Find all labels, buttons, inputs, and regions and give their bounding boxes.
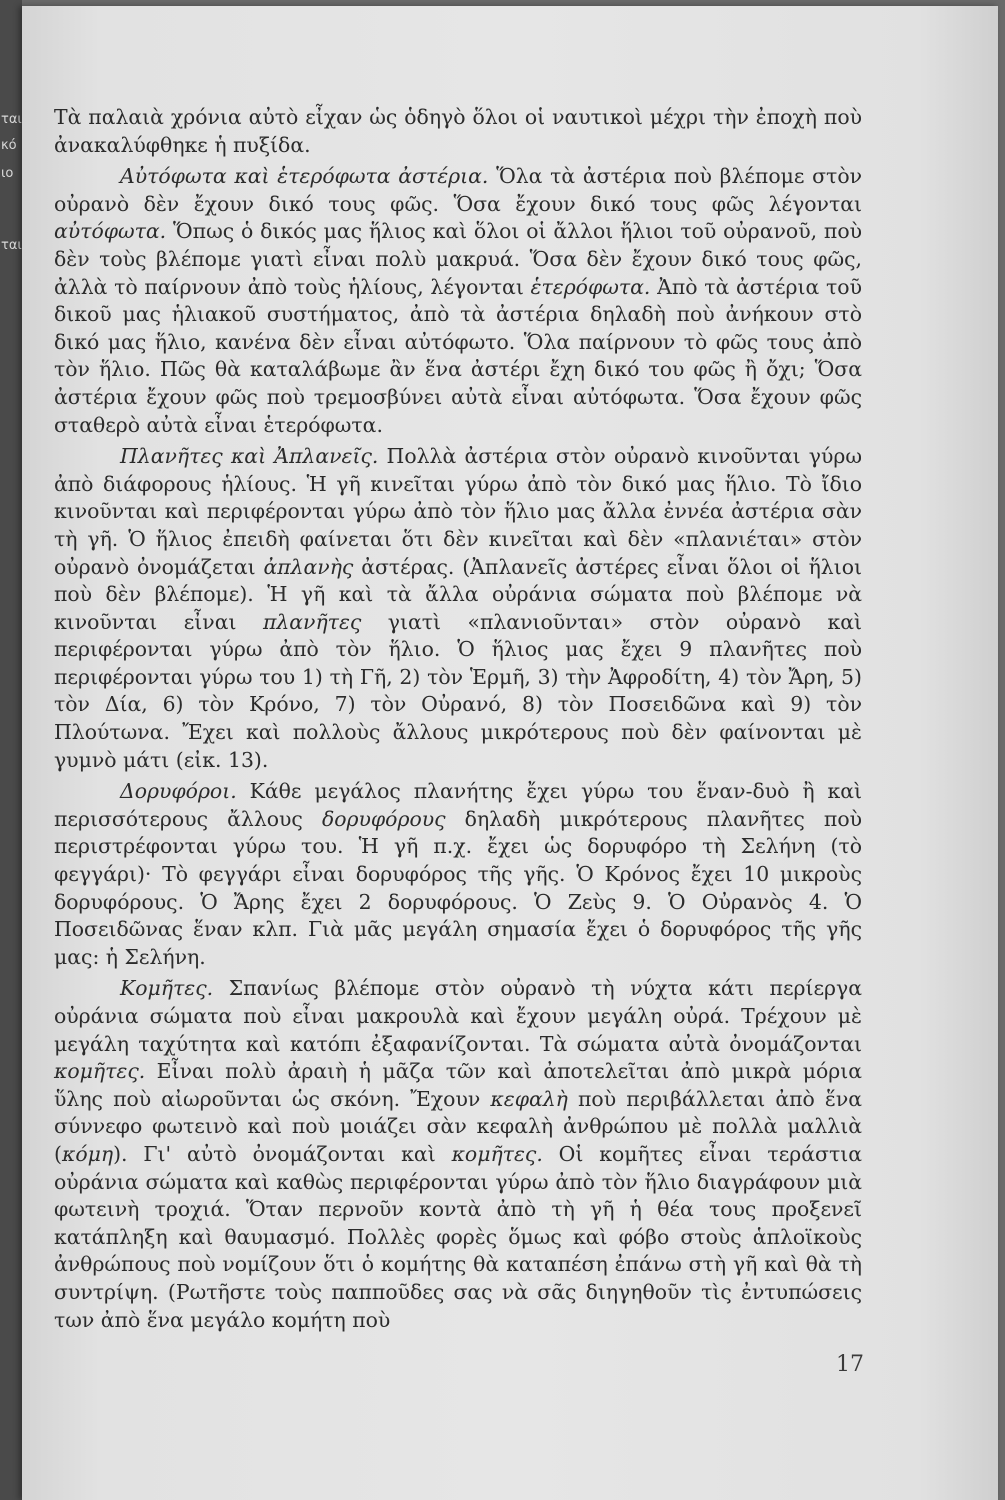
text-run: Κάθε μεγάλος πλανήτης ἔχει γύρω του ἕναν-δυὸ ἢ καὶ περισσότερους ἄλλους xyxy=(54,779,862,831)
italic-term: πλανῆτες xyxy=(262,609,362,634)
text-run: δηλαδὴ μικρότερους πλανῆτες ποὺ περιστρέφονται γύρω του. Ἡ γῆ π.χ. ἔχει ὡς δορυφόρο τὴ Σελήνη (τὸ φεγγάρι)· Τὸ φεγγάρι εἶναι δορυφόρος τῆς γῆς. Ὁ Κρόνος ἔχει 10 μικροὺς δορυφόρους. Ὁ Ἄρης ἔχει 2 δορυφόρους. Ὁ Ζεὺς 9. Ὁ Οὐρανὸς 4. Ὁ Ποσειδῶνας ἕναν κλπ. Γιὰ μᾶς μεγάλη σημασία ἔχει ὁ δορυφόρος τῆς γῆς μας: ἡ Σελήνη. xyxy=(54,806,862,969)
text-run: Οἱ κομῆτες εἶναι τεράστια οὐράνια σώματα καὶ καθὼς περιφέρονται γύρω ἀπὸ τὸν ἥλιο διαγράφουν μιὰ φωτεινὴ τροχιά. Ὅταν περνοῦν κοντὰ ἀπὸ τὴ γῆ ἡ θέα τους προξενεῖ κατάπληξη καὶ θαυμασμό. Πολλὲς φορὲς ὅμως καὶ φόβο στοὺς ἁπλοϊκοὺς ἀνθρώπους ποὺ νομίζουν ὅτι ὁ κομήτης θὰ καταπέση ἐπάνω στὴ γῆ καὶ θὰ τὴ συντρίψη. (Ρωτῆστε τοὺς παπποῦδες σας νὰ σᾶς διηγηθοῦν τὶς ἐντυπώσεις των ἀπὸ ἕνα μεγάλο κομήτη ποὺ xyxy=(54,1141,863,1332)
italic-term: δορυφόρους xyxy=(321,806,446,831)
paragraph xyxy=(54,163,862,439)
italic-term: ἀπλανὴς xyxy=(263,554,354,579)
page-number: 17 xyxy=(836,1352,864,1377)
paragraph xyxy=(54,975,862,1334)
text-run: Ὅπως ὁ δικός μας ἥλιος καὶ ὅλοι οἱ ἄλλοι ἥλιοι τοῦ οὐρανοῦ, ποὺ δὲν τοὺς βλέπομε γιατὶ εἶναι πολὺ μακρυά. Ὅσα δὲν ἔχουν δικό τους φῶς, ἀλλὰ τὸ παίρνουν ἀπὸ τοὺς ἡλίους, λέγονται xyxy=(54,219,862,299)
margin-fragment: ται xyxy=(1,238,22,253)
italic-term: κεφαλὴ xyxy=(490,1086,568,1111)
text-run: Εἶναι πολὺ ἀραιὴ ἡ μᾶζα τῶν καὶ ἀποτελεῖται ἀπὸ μικρὰ μόρια ὕλης ποὺ αἰωροῦνται ὡς σκόνη. Ἔχουν xyxy=(54,1059,862,1111)
italic-term: Δορυφόροι. xyxy=(120,779,237,804)
margin-fragment: ται xyxy=(1,112,22,127)
text-run: Τὰ παλαιὰ χρόνια αὐτὸ εἶχαν ὡς ὁδηγὸ ὅλοι οἱ ναυτικοὶ μέχρι τὴν ἐποχὴ ποὺ ἀνακαλύφθηκε ἡ πυξίδα. xyxy=(54,105,862,157)
text-run: ἀστέρας. (Ἀπλανεῖς ἀστέρες εἶναι ὅλοι οἱ ἥλιοι ποὺ δὲν βλέπομε). Ἡ γῆ καὶ τὰ ἄλλα οὐράνια σώματα ποὺ βλέπομε νὰ κινοῦνται εἶναι xyxy=(54,554,862,634)
text-run: Πολλὰ ἀστέρια στὸν οὐρανὸ κινοῦνται γύρω ἀπὸ διάφορους ἡλίους. Ἡ γῆ κινεῖται γύρω ἀπὸ τὸν δικό μας ἥλιο. Τὸ ἴδιο κινοῦνται καὶ περιφέρονται γύρω ἀπὸ τὸν ἥλιο μας ἄλλα ἐννέα ἀστέρια σὰν τὴ γῆ. Ὁ ἥλιος ἐπειδὴ φαίνεται ὅτι δὲν κινεῖται καὶ δὲν «πλανιέται» στὸν οὐρανὸ ὀνομάζεται xyxy=(54,444,862,579)
previous-page-edge xyxy=(0,0,22,1500)
italic-term: κόμη xyxy=(61,1141,114,1166)
italic-term: ἑτερόφωτα. xyxy=(530,274,651,299)
page-body-text xyxy=(54,104,862,1334)
italic-term: Πλανῆτες καὶ Ἀπλανεῖς. xyxy=(120,444,379,469)
text-run: Σπανίως βλέπομε στὸν οὐρανὸ τὴ νύχτα κάτι περίεργα οὐράνια σώματα ποὺ εἶναι μακρουλὰ καὶ ἔχουν μεγάλη οὐρά. Τρέχουν μὲ μεγάλη ταχύτητα καὶ κατόπι ἐξαφανίζονται. Τὰ σώματα αὐτὰ ὀνομάζονται xyxy=(54,976,862,1056)
text-run: Ὅλα τὰ ἀστέρια ποὺ βλέπομε στὸν οὐρανὸ δὲν ἔχουν δικό τους φῶς. Ὅσα ἔχουν δικό τους φῶς λέγονται xyxy=(54,164,862,216)
margin-fragment: ιο xyxy=(1,166,14,181)
text-run: ). Γι' αὐτὸ ὀνομάζονται καὶ xyxy=(113,1141,452,1166)
italic-term: Αὐτόφωτα καὶ ἑτερόφωτα ἀστέρια. xyxy=(120,164,489,189)
italic-term: κομῆτες. xyxy=(54,1059,146,1084)
text-run: ποὺ περιβάλλεται ἀπὸ ἕνα σύννεφο φωτεινὸ καὶ ποὺ μοιάζει σὰν κεφαλὴ ἀνθρώπου μὲ πολλὰ μαλλιὰ ( xyxy=(54,1086,862,1166)
paragraph xyxy=(54,104,862,159)
italic-term: Κομῆτες. xyxy=(120,976,214,1001)
margin-fragment: κό xyxy=(1,138,17,153)
italic-term: αὐτόφωτα. xyxy=(54,219,167,244)
italic-term: κομῆτες. xyxy=(451,1141,543,1166)
text-run: Ἀπὸ τὰ ἀστέρια τοῦ δικοῦ μας ἡλιακοῦ συστήματος, ἀπὸ τὰ ἀστέρια δηλαδὴ ποὺ ἀνήκουν στὸ δικό μας ἥλιο, κανένα δὲν εἶναι αὐτόφωτο. Ὅλα παίρνουν τὸ φῶς τους ἀπὸ τὸν ἥλιο. Πῶς θὰ καταλάβωμε ἂν ἕνα ἀστέρι ἔχη δικό του φῶς ἢ ὄχι; Ὅσα ἀστέρια ἔχουν φῶς ποὺ τρεμοσβύνει αὐτὰ εἶναι αὐτόφωτα. Ὅσα ἔχουν φῶς σταθερὸ αὐτὰ εἶναι ἑτερόφωτα. xyxy=(54,274,862,437)
text-run: γιατὶ «πλανιοῦνται» στὸν οὐρανὸ καὶ περιφέρονται γύρω ἀπὸ τὸν ἥλιο. Ὁ ἥλιος μας ἔχει 9 πλανῆτες ποὺ περιφέρονται γύρω του 1) τὴ Γῆ, 2) τὸν Ἑρμῆ, 3) τὴν Ἀφροδίτη, 4) τὸν Ἄρη, 5) τὸν Δία, 6) τὸν Κρόνο, 7) τὸν Οὐρανό, 8) τὸν Ποσειδῶνα καὶ 9) τὸν Πλούτωνα. Ἔχει καὶ πολλοὺς ἄλλους μικρότερους ποὺ δὲν φαίνονται μὲ γυμνὸ μάτι (εἰκ. 13). xyxy=(54,609,862,772)
paragraph xyxy=(54,443,862,774)
paragraph xyxy=(54,778,862,971)
